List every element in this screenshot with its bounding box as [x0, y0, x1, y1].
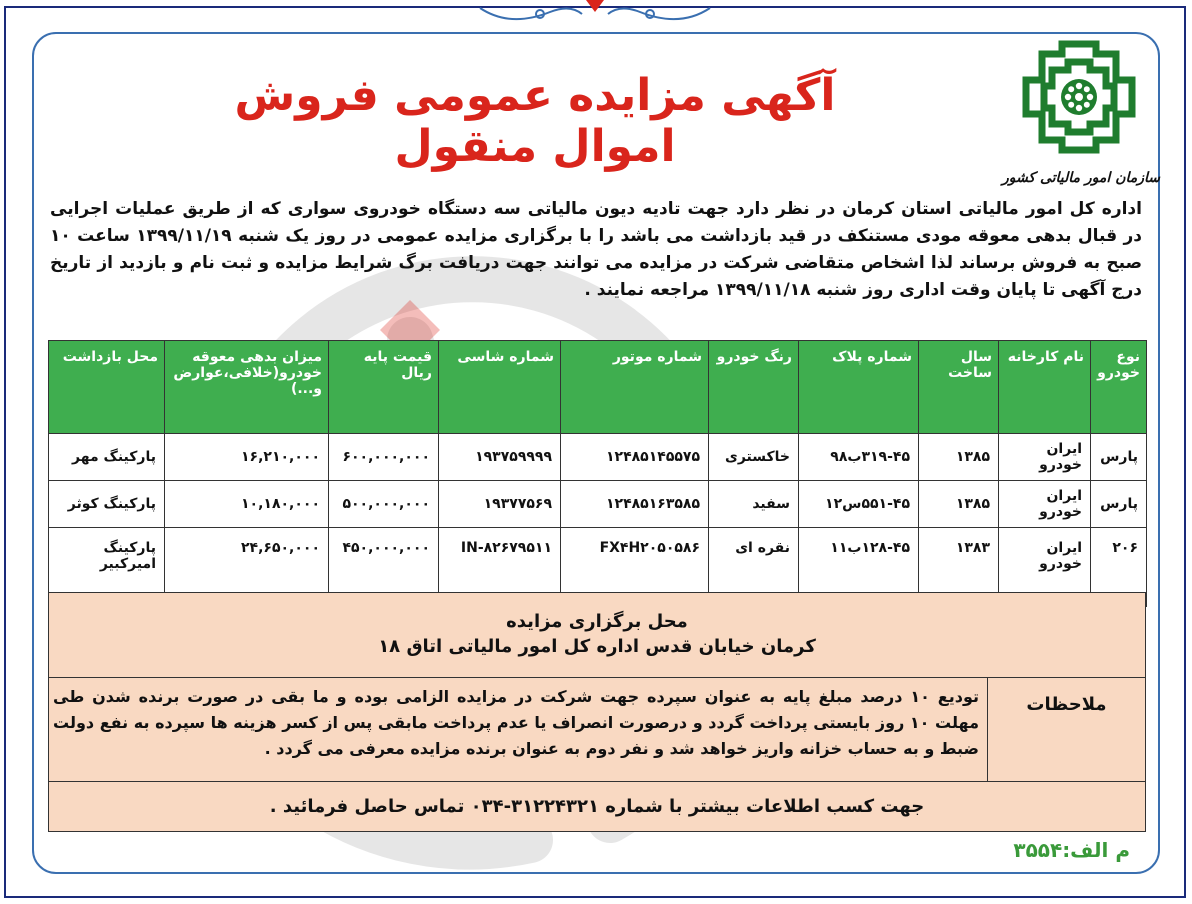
- header-engine-number: شماره موتور: [561, 341, 709, 434]
- header-seizure-location: محل بازداشت: [49, 341, 165, 434]
- table-row: [49, 481, 1147, 528]
- header-production-year: سال ساخت: [919, 341, 999, 434]
- cell-vehicle-type: پارس: [1091, 481, 1147, 528]
- cell-production-year: ۱۳۸۳: [919, 528, 999, 607]
- venue-address: کرمان خیابان قدس اداره کل امور مالیاتی اتاق ۱۸: [378, 636, 816, 657]
- intro-paragraph: اداره کل امور مالیاتی استان کرمان در نظر دارد جهت تادیه دیون مالیاتی سه دستگاه خودروی سواری که از طریق عملیات اجرایی در قبال بدهی معوقه مودی مستنکف در قید بازداشت می باشد را با برگزاری مزایده عمومی در روز یک شنبه ۱۳۹۹/۱۱/۱۹ ساعت ۱۰ صبح به فروش برساند لذا اشخاص متقاضی شرکت در مزایده می توانند جهت دریافت برگ شرایط مزایده و ثبت نام و بازدید از تاریخ درج آگهی تا پایان وقت اداری روز شنبه ۱۳۹۹/۱۱/۱۸ مراجعه نمایند .: [50, 199, 1143, 300]
- cell-engine-number: ۱۲۴۸۵۱۴۵۵۷۵: [561, 434, 709, 481]
- cell-outstanding-debt: ۲۴,۶۵۰,۰۰۰: [165, 528, 329, 607]
- cell-plate-number: ۵۵۱-۴۵س۱۲: [799, 481, 919, 528]
- venue-heading: محل برگزاری مزایده: [506, 611, 688, 632]
- cell-vehicle-type: پارس: [1091, 434, 1147, 481]
- notes-box: [48, 678, 1146, 782]
- page-title: آگهی مزایده عمومی فروش اموال منقول: [234, 70, 836, 172]
- contact-info: جهت کسب اطلاعات بیشتر با شماره ۳۱۲۲۴۳۲۱-۰۳۴ تماس حاصل فرمائید .: [48, 782, 1146, 832]
- cell-production-year: ۱۳۸۵: [919, 481, 999, 528]
- header-base-price: قیمت پایه ریال: [329, 341, 439, 434]
- cell-base-price: ۶۰۰,۰۰۰,۰۰۰: [329, 434, 439, 481]
- table-header-row: [49, 341, 1147, 434]
- cell-color: سفید: [709, 481, 799, 528]
- cell-color: نقره ای: [709, 528, 799, 607]
- header-plate-number: شماره پلاک: [799, 341, 919, 434]
- tax-organization-logo-icon: [1022, 40, 1136, 154]
- header-vehicle-type: نوع خودرو: [1091, 341, 1147, 434]
- cell-plate-number: ۳۱۹-۴۵ب۹۸: [799, 434, 919, 481]
- organization-name: سازمان امور مالیاتی کشور: [1001, 170, 1160, 186]
- cell-color: خاکستری: [709, 434, 799, 481]
- cell-seizure-location: پارکینگ امیرکبیر: [49, 528, 165, 607]
- cell-manufacturer: ایران خودرو: [999, 528, 1091, 607]
- top-ornament-icon: [470, 0, 720, 30]
- cell-chassis-number: ۱۹۳۷۵۹۹۹۹: [439, 434, 561, 481]
- cell-manufacturer: ایران خودرو: [999, 434, 1091, 481]
- cell-base-price: ۵۰۰,۰۰۰,۰۰۰: [329, 481, 439, 528]
- cell-chassis-number: ۱۹۳۷۷۵۶۹: [439, 481, 561, 528]
- cell-production-year: ۱۳۸۵: [919, 434, 999, 481]
- cell-base-price: ۴۵۰,۰۰۰,۰۰۰: [329, 528, 439, 607]
- header-chassis-number: شماره شاسی: [439, 341, 561, 434]
- auction-venue-box: [48, 592, 1146, 678]
- notes-text: تودیع ۱۰ درصد مبلغ پایه به عنوان سپرده جهت شرکت در مزایده الزامی بوده و ما بقی در صورت برنده شدن طی مهلت ۱۰ روز بایستی پرداخت گردد و درصورت انصراف یا عدم پرداخت مابقی پس از کسر هزینه ها سپرده به نفع دولت ضبط و به حساب خزانه واریز خواهد شد و نفر دوم به عنوان برنده مزایده معرفی می گردد .: [53, 687, 979, 758]
- cell-engine-number: ۱۲۴۸۵۱۶۳۵۸۵: [561, 481, 709, 528]
- header-manufacturer: نام کارخانه: [999, 341, 1091, 434]
- reference-number: م الف:۳۵۵۴: [1013, 838, 1130, 862]
- cell-outstanding-debt: ۱۶,۲۱۰,۰۰۰: [165, 434, 329, 481]
- header-color: رنگ خودرو: [709, 341, 799, 434]
- cell-outstanding-debt: ۱۰,۱۸۰,۰۰۰: [165, 481, 329, 528]
- vehicles-table: [48, 340, 1147, 607]
- cell-vehicle-type: ۲۰۶: [1091, 528, 1147, 607]
- header-outstanding-debt: میزان بدهی معوقه خودرو(خلافی،عوارض و...): [165, 341, 329, 434]
- table-row: [49, 434, 1147, 481]
- cell-plate-number: ۱۲۸-۴۵ب۱۱: [799, 528, 919, 607]
- cell-seizure-location: پارکینگ کوثر: [49, 481, 165, 528]
- cell-chassis-number: IN-۸۲۶۷۹۵۱۱: [439, 528, 561, 607]
- notes-label: ملاحظات: [987, 678, 1145, 782]
- cell-seizure-location: پارکینگ مهر: [49, 434, 165, 481]
- cell-manufacturer: ایران خودرو: [999, 481, 1091, 528]
- cell-engine-number: FX۴H۲۰۵۰۵۸۶: [561, 528, 709, 607]
